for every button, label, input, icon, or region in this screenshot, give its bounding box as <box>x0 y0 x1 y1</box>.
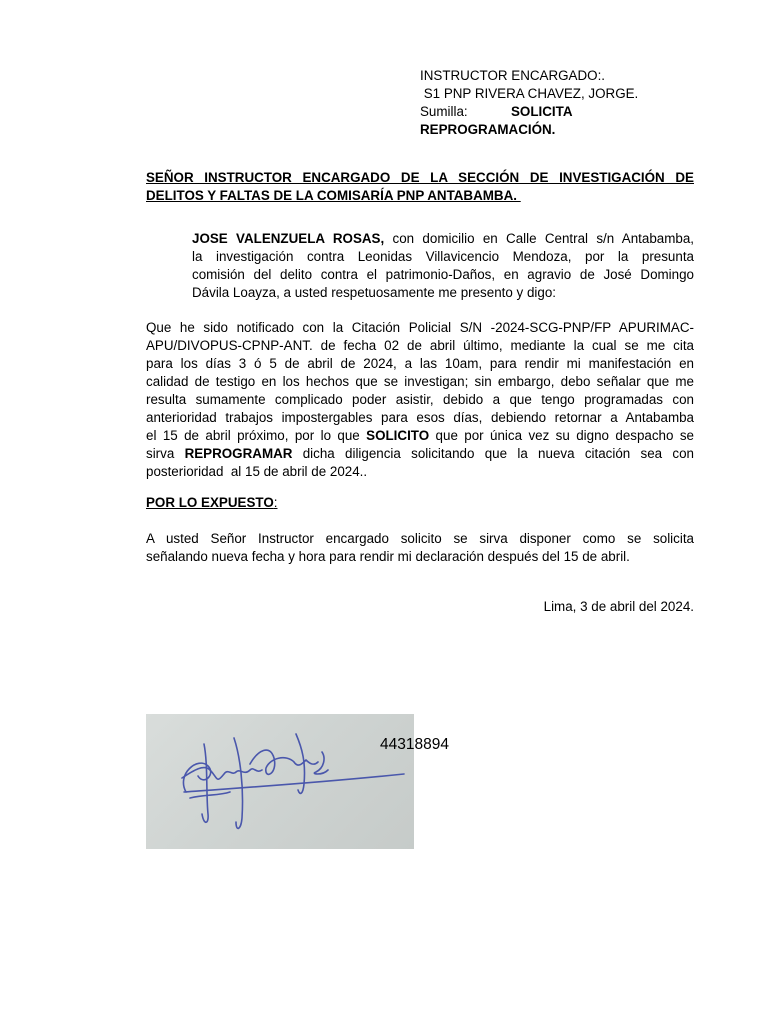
expuesto-label: POR LO EXPUESTO <box>146 495 274 510</box>
petitioner-name: JOSE VALENZUELA ROSAS, <box>192 231 385 246</box>
body-line-8 <box>146 445 694 463</box>
instructor-name: S1 PNP RIVERA CHAVEZ, JORGE. <box>420 86 639 101</box>
body-line-7-b: que por única vez su digno despacho se <box>429 428 694 443</box>
reprogramar-bold: REPROGRAMAR <box>184 446 293 461</box>
intro-line-1 <box>192 230 694 248</box>
sumilla-value-continued: REPROGRAMACIÓN. <box>420 122 556 137</box>
body-line-6: anterioridad trabajos impostergables para esos días, debiendo retornar a Antabamba <box>146 410 694 425</box>
place-date: Lima, 3 de abril del 2024. <box>543 599 694 614</box>
body-paragraph <box>146 319 694 481</box>
header-block <box>420 67 700 139</box>
body-line-1: Que he sido notificado con la Citación Policial S/N -2024-SCG-PNP/FP APURIMAC- <box>146 320 694 335</box>
expuesto-colon: : <box>273 495 278 510</box>
body-line-3: para los días 3 ó 5 de abril de 2024, a las 10am, para rendir mi manifestación en <box>146 356 694 371</box>
body-line-4: calidad de testigo en los hechos que se investigan; sin embargo, debo señalar que me <box>146 374 694 389</box>
solicito-bold: SOLICITO <box>366 428 430 443</box>
sumilla-label: Sumilla: <box>420 104 468 119</box>
body-line-2: APU/DIVOPUS-CPNP-ANT. de fecha 02 de abril último, mediante la cual se me cita <box>146 338 694 353</box>
dni-number: 44318894 <box>380 736 449 753</box>
handwritten-signature <box>146 714 414 849</box>
signature-image <box>146 714 414 849</box>
intro-line-1-rest: con domicilio en Calle Central s/n Antabamba, <box>384 231 694 246</box>
request-line-1: A usted Señor Instructor encargado solicito se sirva disponer como se solicita <box>146 531 694 546</box>
intro-line-4: Dávila Loayza, a usted respetuosamente me presento y digo: <box>192 285 556 300</box>
intro-line-2: la investigación contra Leonidas Villavicencio Mendoza, por la presunta <box>192 249 694 264</box>
body-line-5: resulta sumamente complicado poder asistir, debido a que tengo programadas con <box>146 392 694 407</box>
instructor-line: INSTRUCTOR ENCARGADO:. <box>420 68 606 83</box>
addressee-line-1: SEÑOR INSTRUCTOR ENCARGADO DE LA SECCIÓN DE INVESTIGACIÓN DE <box>146 170 694 185</box>
sumilla-line <box>420 103 700 121</box>
intro-line-3: comisión del delito contra el patrimonio-Daños, en agravio de José Domingo <box>192 267 694 282</box>
body-line-7-a: el 15 de abril próximo, por lo que <box>146 428 367 443</box>
addressee <box>146 169 694 205</box>
addressee-line-2: DELITOS Y FALTAS DE LA COMISARÍA PNP ANTABAMBA. <box>146 188 521 203</box>
sumilla-value: SOLICITA <box>511 104 573 119</box>
body-line-8-b: dicha diligencia solicitando que la nueva citación sea con <box>292 446 694 461</box>
intro-paragraph <box>192 230 694 302</box>
por-lo-expuesto <box>146 494 694 512</box>
request-paragraph <box>146 530 694 566</box>
body-line-8-a: sirva <box>146 446 185 461</box>
body-line-7 <box>146 427 694 445</box>
body-line-9: posterioridad al 15 de abril de 2024.. <box>146 464 368 479</box>
request-line-2: señalando nueva fecha y hora para rendir mi declaración después del 15 de abril. <box>146 549 630 564</box>
